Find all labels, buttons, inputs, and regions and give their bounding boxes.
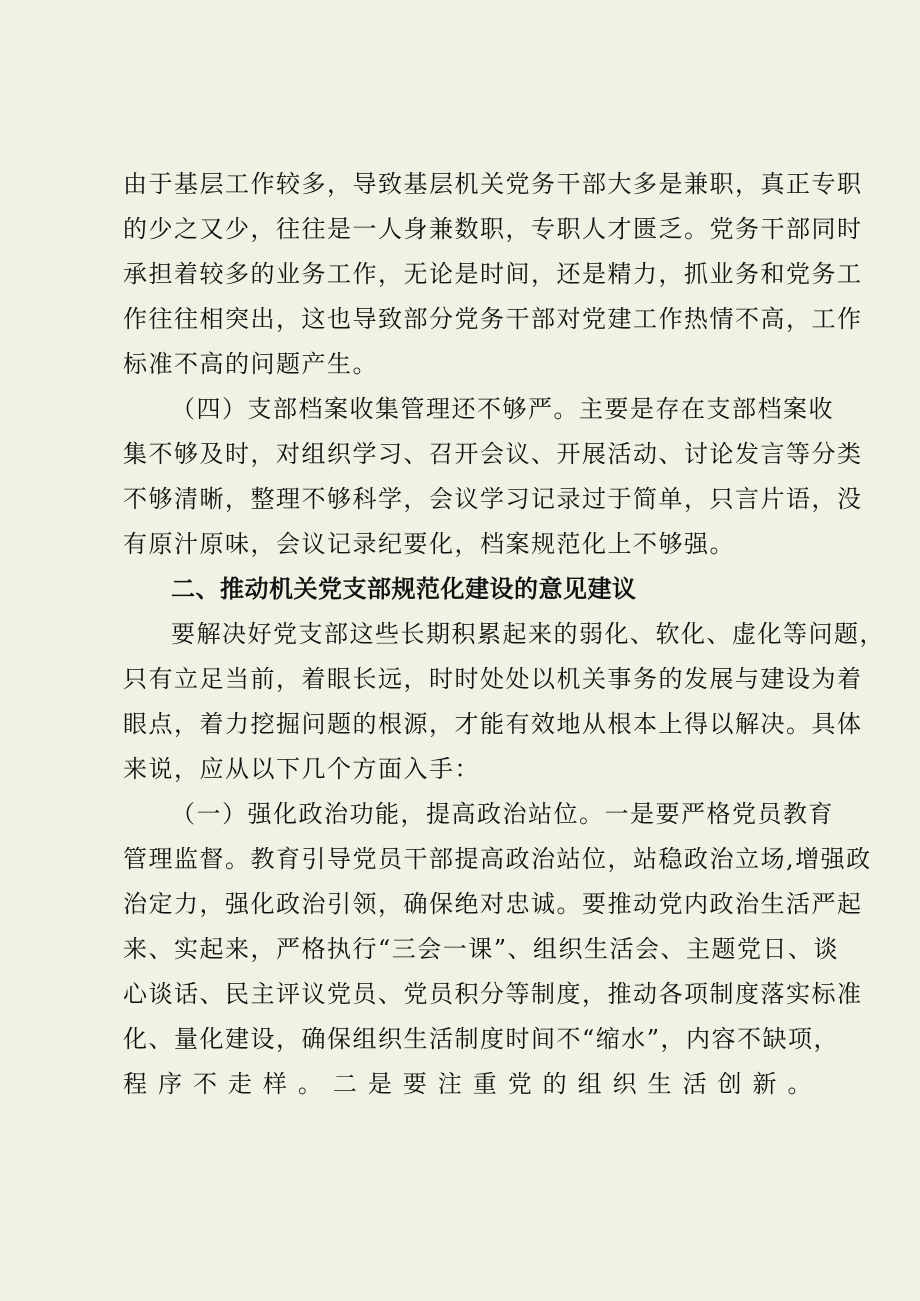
paragraph-line: 治定力，强化政治引领，确保绝对忠诚。要推动党内政治生活严起: [123, 890, 863, 918]
paragraph-line: 标准不高的问题产生。: [123, 350, 378, 378]
paragraph-line: 来说，应从以下几个方面入手：: [123, 755, 480, 783]
paragraph-line: 作往往相突出，这也导致部分党务干部对党建工作热情不高，工作: [123, 305, 863, 333]
paragraph-line: （一）强化政治功能，提高政治站位。一是要严格党员教育: [171, 800, 834, 828]
paragraph-line: 的少之又少，往往是一人身兼数职，专职人才匮乏。党务干部同时: [123, 215, 863, 243]
paragraph-line: 由于基层工作较多，导致基层机关党务干部大多是兼职，真正专职: [123, 170, 863, 198]
paragraph-line: 要解决好党支部这些长期积累起来的弱化、软化、虚化等问题，: [171, 620, 885, 648]
paragraph-line: 管理监督。教育引导党员干部提高政治站位，站稳政治立场,增强政: [123, 845, 872, 873]
paragraph-line: 来、实起来，严格执行“三会一课”、组织生活会、主题党日、谈: [123, 935, 840, 963]
paragraph-line: 集不够及时，对组织学习、召开会议、开展活动、讨论发言等分类: [123, 440, 863, 468]
paragraph-line: 心谈话、民主评议党员、党员积分等制度，推动各项制度落实标准: [123, 980, 863, 1008]
paragraph-line: 承担着较多的业务工作，无论是时间，还是精力，抓业务和党务工: [123, 260, 863, 288]
paragraph-line: 程序不走样。二是要注重党的组织生活创新。: [123, 1070, 813, 1098]
paragraph-line: 化、量化建设，确保组织生活制度时间不“缩水”，内容不缺项，: [123, 1025, 840, 1053]
paragraph-line: 只有立足当前，着眼长远，时时处处以机关事务的发展与建设为着: [123, 665, 863, 693]
paragraph-line: 有原汁原味，会议记录纪要化，档案规范化上不够强。: [123, 530, 735, 558]
paragraph-line: （四）支部档案收集管理还不够严。主要是存在支部档案收: [171, 395, 834, 423]
paragraph-line: 眼点，着力挖掘问题的根源，才能有效地从根本上得以解决。具体: [123, 710, 863, 738]
section-heading: 二、推动机关党支部规范化建设的意见建议: [171, 575, 637, 603]
paragraph-line: 不够清晰，整理不够科学，会议学习记录过于简单，只言片语，没: [123, 485, 863, 513]
